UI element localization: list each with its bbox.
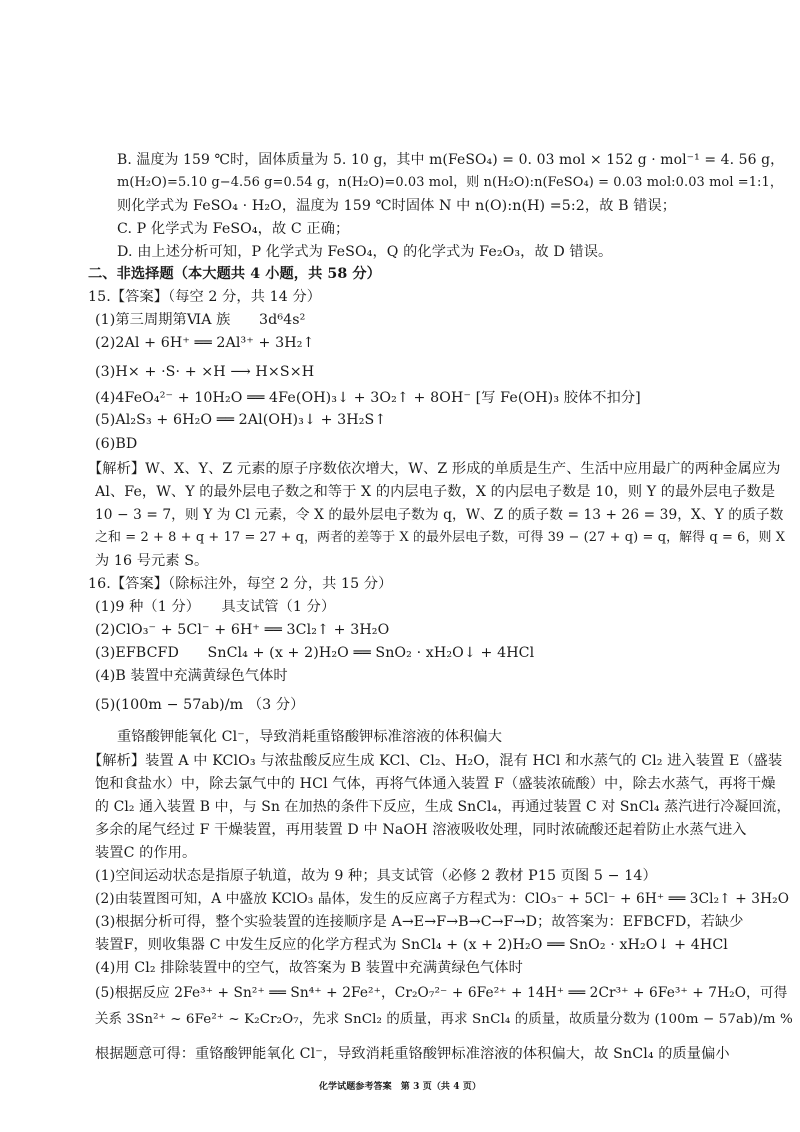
answer-line: (1)9 种（1 分） 具支试管（1 分） (95, 599, 336, 615)
analysis-line: 之和 = 2 + 8 + q + 17 = 27 + q，两者的差等于 X 的最外层电子数，可得 39 − (27 + q) = q，解得 q = 6，则 X (95, 530, 786, 545)
answer-heading: 16.【答案】（除标注外，每空 2 分，共 15 分） (88, 576, 393, 592)
answer-line: (4)B 装置中充满黄绿色气体时 (95, 668, 288, 684)
answer-line: (6)BD (95, 436, 138, 452)
section-heading: 二、非选择题（本大题共 4 小题，共 58 分） (88, 266, 381, 282)
answer-line: (3)H× + ·S· + ×H ⟶ H×S×H (95, 364, 315, 380)
analysis-line: 根据题意可得：重铬酸钾能氧化 Cl⁻，导致消耗重铬酸钾标准溶液的体积偏大，故 SnCl₄ 的质量偏小 (95, 1046, 730, 1062)
analysis-line: 【解析】装置 A 中 KClO₃ 与浓盐酸反应生成 KCl、Cl₂、H₂O，混有 HCl 和水蒸气的 Cl₂ 进入装置 E（盛装 (88, 753, 783, 769)
answer-line: (5)(100m − 57ab)/m （3 分） (95, 697, 305, 713)
analysis-line: 【解析】W、X、Y、Z 元素的原子序数依次增大，W、Z 形成的单质是生产、生活中应用最广的两种金属应为 (88, 461, 781, 477)
analysis-line: (2)由装置图可知，A 中盛放 KClO₃ 晶体，发生的反应离子方程式为：ClO₃⁻ + 5Cl⁻ + 6H⁺ ══ 3Cl₂↑ + 3H₂O (95, 891, 790, 907)
answer-line: 重铬酸钾能氧化 Cl⁻，导致消耗重铬酸钾标准溶液的体积偏大 (117, 729, 502, 745)
analysis-line: 多余的尾气经过 F 干燥装置，再用装置 D 中 NaOH 溶液吸收处理，同时浓硫酸还起着防止水蒸气进入 (95, 822, 747, 838)
answer-line: (3)EFBCFD SnCl₄ + (x + 2)H₂O ══ SnO₂ · xH₂O↓ + 4HCl (95, 645, 535, 661)
text-line: D. 由上述分析可知，P 化学式为 FeSO₄，Q 的化学式为 Fe₂O₃，故 D 错误。 (117, 244, 613, 260)
analysis-line: 装置C 的作用。 (95, 845, 197, 861)
text-line: m(H₂O)=5.10 g−4.56 g=0.54 g，n(H₂O)=0.03 mol，则 n(H₂O):n(FeSO₄) = 0.03 mol:0.03 mol =1:1， (117, 175, 783, 190)
answer-line: (5)Al₂S₃ + 6H₂O ══ 2Al(OH)₃↓ + 3H₂S↑ (95, 412, 387, 428)
page-footer: 化学试题参考答案 第 3 页（共 4 页） (318, 1082, 482, 1092)
analysis-line: 装置F，则收集器 C 中发生反应的化学方程式为 SnCl₄ + (x + 2)H₂O ══ SnO₂ · xH₂O↓ + 4HCl (95, 937, 728, 953)
analysis-line: 为 16 号元素 S。 (95, 553, 209, 569)
analysis-line: (5)根据反应 2Fe³⁺ + Sn²⁺ ══ Sn⁴⁺ + 2Fe²⁺，Cr₂O₇²⁻ + 6Fe²⁺ + 14H⁺ ══ 2Cr³⁺ + 6Fe³⁺ + 7H₂O，可得 (95, 985, 788, 1001)
analysis-line: 关系 3Sn²⁺ ~ 6Fe²⁺ ~ K₂Cr₂O₇，先求 SnCl₂ 的质量，再求 SnCl₄ 的质量，故质量分数为 (100m − 57ab)/m % (95, 1012, 793, 1027)
analysis-line: (1)空间运动状态是指原子轨道，故为 9 种；具支试管（必修 2 教材 P15 页图 5 − 14） (95, 868, 657, 884)
analysis-line: 的 Cl₂ 通入装置 B 中，与 Sn 在加热的条件下反应，生成 SnCl₄，再通过装置 C 对 SnCl₄ 蒸汽进行冷凝回流， (95, 799, 791, 815)
analysis-line: Al、Fe，W、Y 的最外层电子数之和等于 X 的内层电子数，X 的内层电子数是 10，则 Y 的最外层电子数是 (95, 484, 776, 500)
text-line: C. P 化学式为 FeSO₄，故 C 正确； (117, 221, 350, 237)
text-line: B. 温度为 159 ℃时，固体质量为 5. 10 g，其中 m(FeSO₄) = 0. 03 mol × 152 g · mol⁻¹ = 4. 56 g， (117, 152, 785, 168)
text-line: 则化学式为 FeSO₄ · H₂O，温度为 159 ℃时固体 N 中 n(O):n(H) =5:2，故 B 错误； (117, 198, 677, 214)
analysis-line: (4)用 Cl₂ 排除装置中的空气，故答案为 B 装置中充满黄绿色气体时 (95, 960, 523, 976)
analysis-line: (3)根据分析可得，整个实验装置的连接顺序是 A→E→F→B→C→F→D；故答案为：EFBCFD，若缺少 (95, 914, 744, 930)
answer-line: (1)第三周期第ⅥA 族 3d⁶4s² (95, 312, 306, 328)
answer-heading: 15.【答案】（每空 2 分，共 14 分） (88, 289, 322, 305)
answer-line: (2)2Al + 6H⁺ ══ 2Al³⁺ + 3H₂↑ (95, 335, 315, 351)
analysis-line: 10 − 3 = 7，则 Y 为 Cl 元素，令 X 的最外层电子数为 q，W、Z 的质子数 = 13 + 26 = 39，X、Y 的质子数 (95, 507, 784, 523)
answer-line: (2)ClO₃⁻ + 5Cl⁻ + 6H⁺ ══ 3Cl₂↑ + 3H₂O (95, 622, 390, 638)
answer-line: (4)4FeO₄²⁻ + 10H₂O ══ 4Fe(OH)₃↓ + 3O₂↑ + 8OH⁻ [写 Fe(OH)₃ 胶体不扣分] (95, 390, 641, 406)
analysis-line: 饱和食盐水）中，除去氯气中的 HCl 气体，再将气体通入装置 F（盛装浓硫酸）中，除去水蒸气，再将干燥 (95, 776, 776, 792)
